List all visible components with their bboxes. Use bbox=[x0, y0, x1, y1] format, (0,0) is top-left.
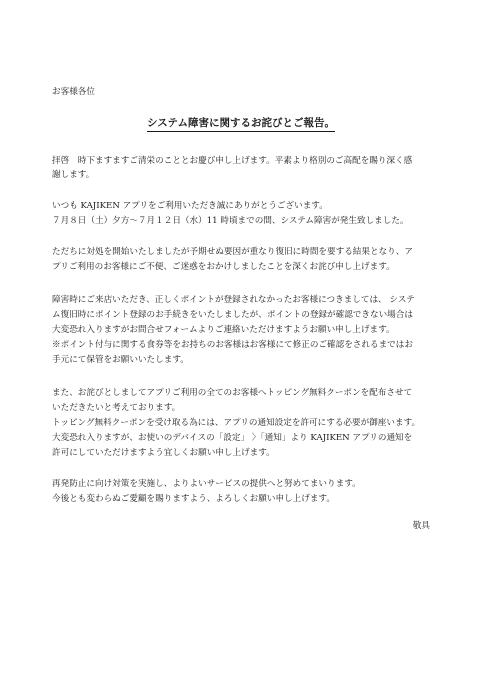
body-line: 大変恐れ入りますが、お使いのデバイスの「設定」 〉「通知」より KAJIKEN アプリの通知を bbox=[52, 433, 413, 443]
body-line: いただきたいと考えております。 bbox=[52, 403, 181, 413]
body-line: 拝啓 時下ますますご清栄のこととお慶び申し上げます。平素より格別のご高配を賜り深く感 bbox=[52, 156, 413, 166]
body-line: 謝します。 bbox=[52, 170, 95, 180]
addressee: お客様各位 bbox=[52, 87, 95, 97]
body-line: 障害時にご来店いただき、正しくポイントが登録されなかったお客様につきましては、 システ bbox=[52, 295, 415, 305]
letter-title bbox=[0, 116, 482, 132]
body-line: いつも KAJIKEN アプリをご利用いただき誠にありがとうございます。 bbox=[52, 201, 328, 211]
body-line: また、お詫びとしましてアプリご利用の全てのお客様へトッピング無料クーポンを配布させて bbox=[52, 388, 413, 398]
body-line: ただちに対処を開始いたしましたが予期せぬ要因が重なり復旧に時間を要する結果となり、ア bbox=[52, 247, 413, 257]
body-line: ※ポイント付与に関する食券等をお持ちのお客様はお客様にて修正のご確認をされるまではお bbox=[52, 340, 413, 350]
body-line: ム復旧時にポイント登録のお手続きをいたしましたが、ポイントの登録が確認できない場合は bbox=[52, 310, 413, 320]
body-line: ７月８日（土）夕方～７月１２日（水）11 時頃までの間、システム障害が発生致しました。 bbox=[52, 216, 409, 226]
body-line: 今後とも変わらぬご愛顧を賜りますよう、よろしくお願い申し上げます。 bbox=[52, 494, 335, 504]
body-line: プリご利用のお客様にご不便、ご迷惑をおかけしましたことを深くお詫び申し上げます。 bbox=[52, 262, 395, 272]
body-line: トッピング無料クーポンを受け取る為には、アプリの通知設定を許可にする必要が御座います。 bbox=[52, 418, 421, 428]
body-line: 許可にしていただけますよう宜しくお願い申し上げます。 bbox=[52, 448, 275, 458]
body-line: 再発防止に向け対策を実施し、よりよいサービスの提供へと努めてまいります。 bbox=[52, 479, 361, 489]
body-line: 大変恐れ入りますがお問合せフォームよりご連絡いただけますようお願い申し上げます。 bbox=[52, 325, 395, 335]
letter-title-text: システム障害に関するお詫びとご報告。 bbox=[147, 116, 335, 132]
closing: 敬具 bbox=[412, 521, 430, 531]
body-line: 手元にて保管をお願いいたします。 bbox=[52, 355, 189, 365]
